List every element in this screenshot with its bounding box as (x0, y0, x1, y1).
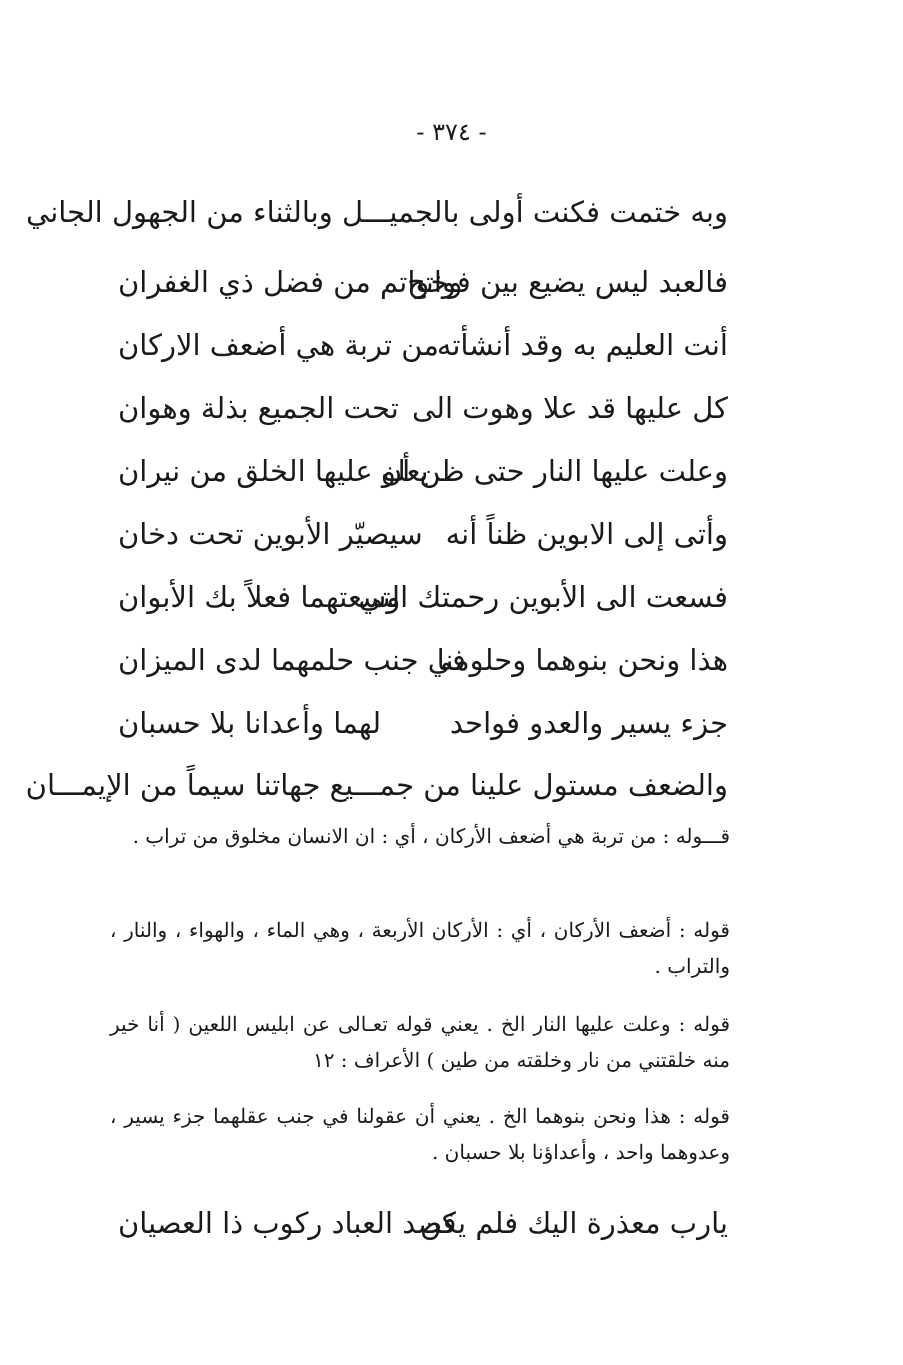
final-verse-second-hemistich: قصد العباد ركوب ذا العصيان (118, 1206, 457, 1240)
verse-3-first-hemistich: كل عليها قد علا وهوت الى (411, 391, 728, 425)
verse-2-second-hemistich: من تربة هي أضعف الاركان (118, 328, 439, 362)
commentary-2: قوله : أضعف الأركان ، أي : الأركان الأربعة ، وهي الماء ، والهواء ، والنار ، والتراب . (110, 918, 730, 978)
verse-6-second-hemistich: وسعتهما فعلاً بك الأبوان (118, 580, 401, 614)
verse-1-first-hemistich: فالعبد ليس يضيع بين فواتح (407, 265, 728, 299)
verse-8-first-hemistich: جزء يسير والعدو فواحد (449, 706, 728, 740)
verse-3-second-hemistich: تحت الجميع بذلة وهوان (118, 391, 399, 425)
closing-verse: والضعف مستول علينا من جمـــيع جهاتنا سيماً من الإيمـــان (25, 768, 728, 802)
commentary-4: قوله : هذا ونحن بنوهما الخ . يعني أن عقولنا في جنب عقلهما جزء يسير ، وعدوهما واحد ، وأعداؤنا بلا حسبان . (110, 1104, 730, 1164)
verse-1-second-hemistich: وخواتم من فضل ذي الغفران (118, 265, 463, 299)
final-verse-first-hemistich: يارب معذرة اليك فلم يكن (419, 1206, 728, 1240)
commentary-1: قـــوله : من تربة هي أضعف الأركان ، أي : ان الانسان مخلوق من تراب . (132, 824, 730, 848)
verse-4-second-hemistich: يعلو عليها الخلق من نيران (118, 454, 429, 488)
opening-verse: وبه ختمت فكنت أولى بالجميـــل وبالثناء من الجهول الجاني (26, 195, 728, 229)
verse-2-first-hemistich: أنت العليم به وقد أنشأته (436, 328, 728, 362)
verse-8-second-hemistich: لهما وأعدانا بلا حسبان (118, 706, 382, 740)
verse-4-first-hemistich: وعلت عليها النار حتى ظن أن (380, 454, 728, 488)
commentary-3: قوله : وعلت عليها النار الخ . يعني قوله تعـالى عن ابليس اللعين ( أنا خير منه خلقتني من نار وخلقته من طين ) الأعراف : ١٢ (110, 1012, 730, 1072)
verse-5-second-hemistich: سيصيّر الأبوين تحت دخان (118, 517, 423, 551)
verse-6-first-hemistich: فسعت الى الأبوين رحمتك التي (358, 580, 728, 614)
verse-7-second-hemistich: في جنب حلمهما لدى الميزان (118, 643, 466, 677)
verse-7-first-hemistich: هذا ونحن بنوهما وحلومنا (436, 643, 728, 677)
verse-5-first-hemistich: وأتى إلى الابوين ظناً أنه (445, 517, 728, 551)
page-number: - ٣٧٤ - (416, 118, 487, 146)
